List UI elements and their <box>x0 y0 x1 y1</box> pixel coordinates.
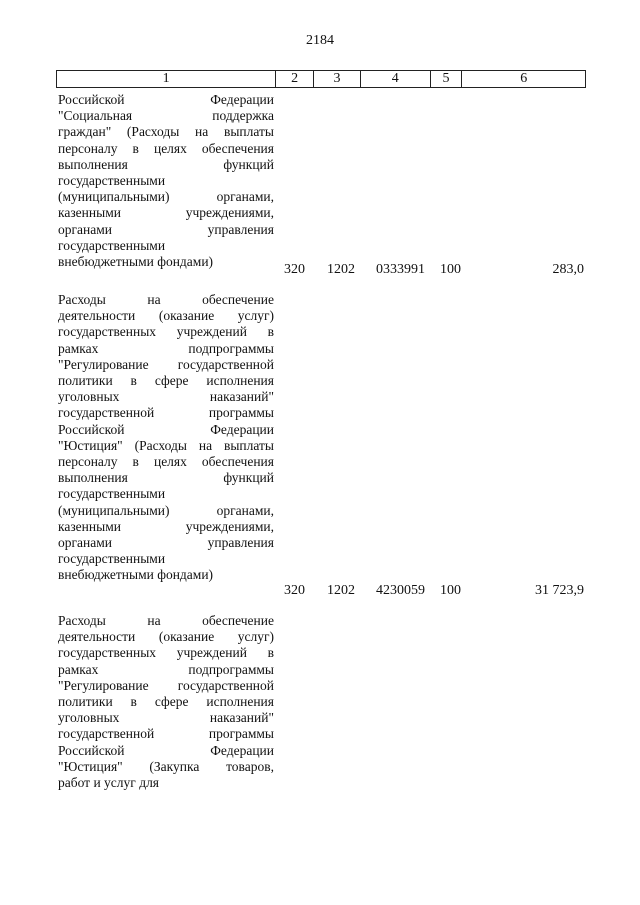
desc-line: внебюджетными фондами) <box>58 567 214 583</box>
desc-line: рамках подпрограммы <box>58 661 274 677</box>
row-3-description <box>58 613 274 791</box>
desc-line: государственных учреждений в <box>58 324 274 340</box>
desc-line: Расходы на обеспечение <box>58 613 274 628</box>
desc-line: органами управления <box>58 221 274 237</box>
column-header-5: 5 <box>431 71 463 87</box>
row-2-col-5: 100 <box>440 583 461 598</box>
desc-line: уголовных наказаний" <box>58 389 274 405</box>
column-header-2: 2 <box>276 71 314 87</box>
desc-line: выполнения функций <box>58 156 274 172</box>
desc-line: "Социальная поддержка <box>58 108 274 124</box>
desc-line: казенными учреждениями, <box>58 205 274 221</box>
desc-line: уголовных наказаний" <box>58 710 274 726</box>
row-1-description <box>58 92 274 270</box>
row-2-col-2: 320 <box>284 583 305 598</box>
desc-line: "Регулирование государственной <box>58 677 274 693</box>
row-1-col-2: 320 <box>284 262 305 277</box>
desc-line: Расходы на обеспечение <box>58 292 274 307</box>
desc-line: "Регулирование государственной <box>58 356 274 372</box>
desc-line: государственными <box>58 486 166 502</box>
desc-line: деятельности (оказание услуг) <box>58 629 274 645</box>
desc-line: Российской Федерации <box>58 742 274 758</box>
desc-line: Российской Федерации <box>58 92 274 107</box>
row-1-col-6: 283,0 <box>552 262 584 277</box>
desc-line: государственными <box>58 237 166 253</box>
desc-line: государственными <box>58 173 166 189</box>
column-header-6: 6 <box>520 71 528 86</box>
desc-line: государственной программы <box>58 405 274 421</box>
desc-line: работ и услуг для <box>58 775 160 791</box>
desc-line: выполнения функций <box>58 470 274 486</box>
row-2-description <box>58 292 274 584</box>
row-2-col-3: 1202 <box>327 583 355 598</box>
page-number: 2184 <box>306 33 334 48</box>
desc-line: персоналу в целях обеспечения <box>58 454 274 470</box>
desc-line: внебюджетными фондами) <box>58 254 214 270</box>
row-1-col-3: 1202 <box>327 262 355 277</box>
column-header-1: 1 <box>57 71 276 87</box>
desc-line: "Юстиция" (Закупка товаров, <box>58 758 274 774</box>
desc-line: (муниципальными) органами, <box>58 502 274 518</box>
column-header-4: 4 <box>361 71 431 87</box>
desc-line: Российской Федерации <box>58 421 274 437</box>
table-header-row <box>56 70 586 88</box>
desc-line: деятельности (оказание услуг) <box>58 308 274 324</box>
row-1-col-4: 0333991 <box>376 262 425 277</box>
desc-line: государственной программы <box>58 726 274 742</box>
column-header-3: 3 <box>314 71 361 87</box>
desc-line: органами управления <box>58 535 274 551</box>
desc-line: государственных учреждений в <box>58 645 274 661</box>
desc-line: политики в сфере исполнения <box>58 373 274 389</box>
desc-line: государственными <box>58 551 166 567</box>
row-1-col-5: 100 <box>440 262 461 277</box>
row-2-col-6: 31 723,9 <box>535 583 584 598</box>
desc-line: рамках подпрограммы <box>58 340 274 356</box>
desc-line: граждан" (Расходы на выплаты <box>58 124 274 140</box>
desc-line: (муниципальными) органами, <box>58 189 274 205</box>
desc-line: политики в сфере исполнения <box>58 694 274 710</box>
desc-line: казенными учреждениями, <box>58 518 274 534</box>
row-2-col-4: 4230059 <box>376 583 425 598</box>
desc-line: персоналу в целях обеспечения <box>58 140 274 156</box>
desc-line: "Юстиция" (Расходы на выплаты <box>58 437 274 453</box>
